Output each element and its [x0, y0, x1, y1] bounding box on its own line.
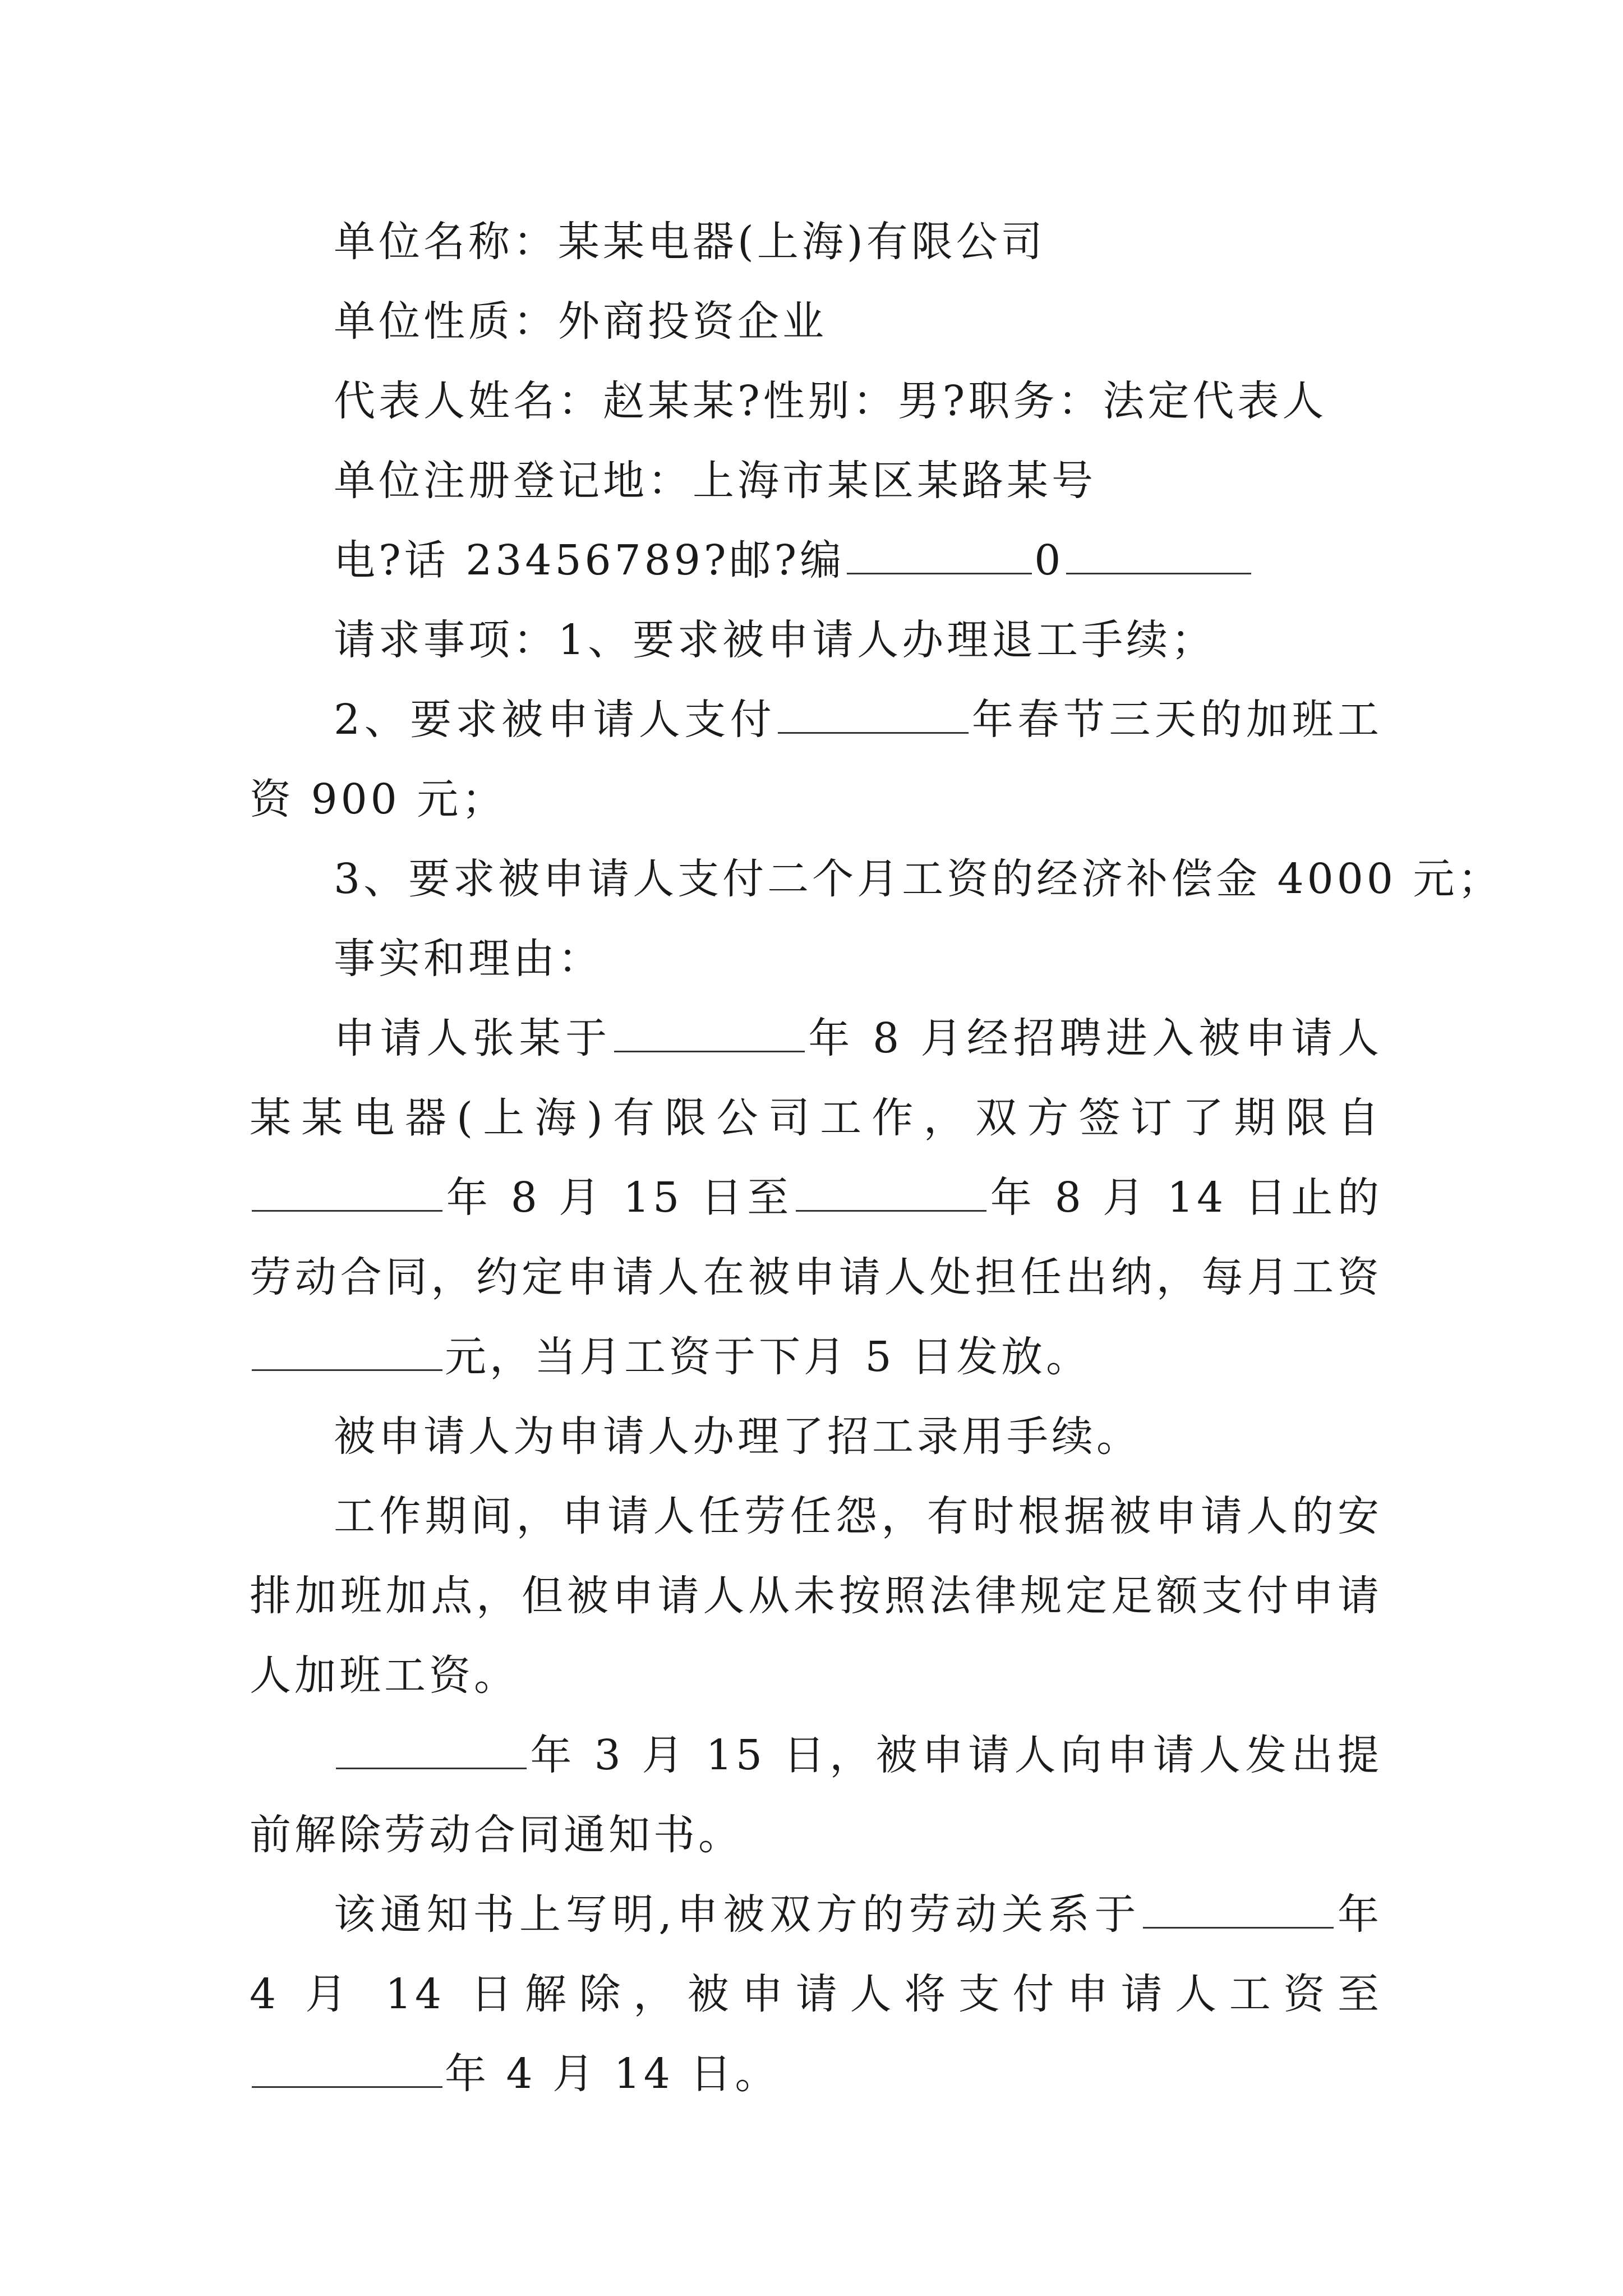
facts-heading-text: 事实和理由：	[334, 935, 603, 983]
request-2-text-b: 年春节三天的加班工资 900 元；	[250, 696, 1382, 823]
registered-address-line	[250, 441, 1382, 521]
request-1-text: 请求事项：1、要求被申请人办理退工手续；	[334, 616, 1216, 664]
representative-text: 代表人姓名：赵某某?性别：男?职务：法定代表人	[334, 377, 1327, 425]
facts-2-text: 被申请人为申请人办理了招工录用手续。	[334, 1412, 1141, 1461]
fill-blank	[1066, 572, 1251, 574]
facts-paragraph-5	[250, 1875, 1382, 2114]
unit-name-line	[250, 202, 1382, 282]
phone-postcode-line	[250, 521, 1382, 600]
facts-heading	[250, 919, 1382, 999]
unit-nature-line	[250, 282, 1382, 361]
facts-4-text-b: 年 3 月 15 日，被申请人向申请人发出提前解除劳动合同通知书。	[250, 1731, 1382, 1859]
facts-1-text-e: 元，当月工资于下月 5 日发放。	[445, 1333, 1091, 1381]
facts-1-text-c: 年 8 月 15 日至	[445, 1174, 794, 1222]
facts-paragraph-1	[250, 999, 1382, 1397]
registered-address-text: 单位注册登记地：上海市某区某路某号	[334, 457, 1096, 505]
postcode-value: 0	[1034, 536, 1064, 585]
fill-blank	[336, 1767, 527, 1769]
fill-blank	[252, 2086, 442, 2088]
facts-3-text: 工作期间，申请人任劳任怨，有时根据被申请人的安排加班加点，但被申请人从未按照法律规定足额支付申请人加班工资。	[250, 1492, 1382, 1700]
fill-blank	[252, 1369, 442, 1371]
facts-1-text-a: 申请人张某于	[334, 1014, 612, 1062]
request-2-paragraph	[250, 680, 1382, 839]
representative-line	[250, 361, 1382, 441]
facts-5-text-c: 年 4 月 14 日。	[445, 2050, 780, 2098]
facts-paragraph-4	[250, 1715, 1382, 1875]
request-1-line	[250, 600, 1382, 680]
facts-paragraph-2	[250, 1397, 1382, 1476]
document-body	[250, 202, 1503, 2114]
facts-5-text-b: 年 4 月 14 日解除，被申请人将支付申请人工资至	[250, 1890, 1382, 2018]
phone-text: 电?话 23456789?邮?编	[334, 536, 845, 585]
facts-1-text-b: 年 8 月经招聘进入被申请人某某电器(上海)有限公司工作，双方签订了期限自	[250, 1014, 1382, 1142]
unit-name-text: 单位名称：某某电器(上海)有限公司	[334, 218, 1046, 266]
fill-blank	[614, 1050, 805, 1052]
facts-1-text-d: 年 8 月 14 日止的劳动合同，约定申请人在被申请人处担任出纳，每月工资	[250, 1174, 1382, 1301]
unit-nature-text: 单位性质：外商投资企业	[334, 297, 827, 346]
request-2-text-a: 2、要求被申请人支付	[334, 696, 776, 744]
fill-blank	[778, 731, 969, 734]
fill-blank	[1143, 1926, 1334, 1929]
facts-paragraph-3	[250, 1476, 1382, 1715]
fill-blank	[252, 1209, 442, 1212]
request-3-line	[250, 839, 1503, 919]
fill-blank	[796, 1209, 986, 1212]
request-3-text: 3、要求被申请人支付二个月工资的经济补偿金 4000 元；	[334, 855, 1503, 903]
facts-5-text-a: 该通知书上写明,申被双方的劳动关系于	[334, 1890, 1141, 1939]
fill-blank	[847, 572, 1032, 574]
